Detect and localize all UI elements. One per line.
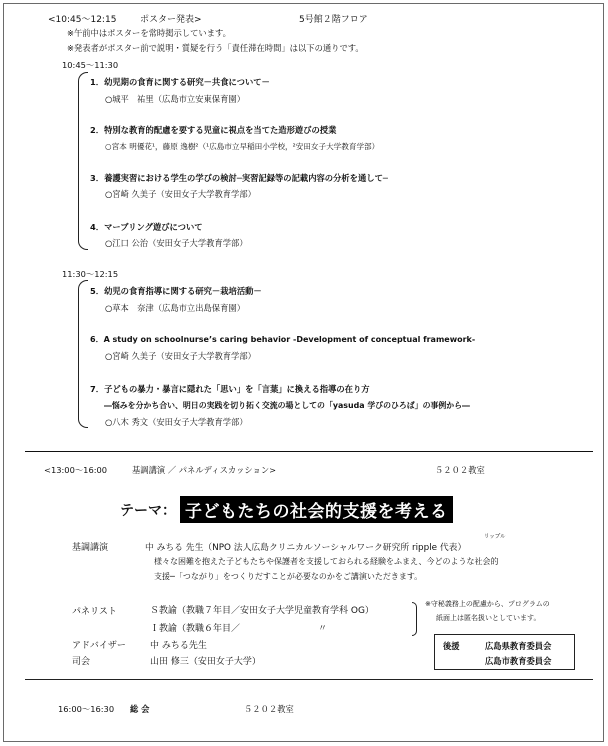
support-label: 後援: [443, 641, 460, 651]
closing-time: 16:00～16:30: [58, 704, 115, 714]
adviser-role: アドバイザー: [72, 641, 126, 651]
poster-item-7-title: 7．子どもの暴力・暴言に隠れた「思い」を「言葉」に換える指導の在り方: [90, 384, 370, 394]
poster-item-3-title: 3．養護実習における学生の学びの検討─実習記録等の記載内容の分析を通して─: [90, 173, 388, 183]
panelist-bracket: [412, 602, 417, 636]
poster-note-1: ※午前中はポスターを常時掲示しています。: [67, 28, 231, 38]
poster-item-3-author: ○宮崎 久美子（安田女子大学教育学部）: [105, 189, 256, 199]
theme-label: テーマ：: [120, 503, 176, 519]
moderator-name: 山田 修三（安田女子大学）: [150, 657, 261, 667]
ripple-ruby: リップル: [484, 534, 506, 540]
moderator-role: 司会: [72, 657, 91, 667]
poster-item-4-author: ○江口 公治（安田女子大学教育学部）: [105, 238, 248, 248]
keynote-speaker-desc-2: 支援─「つながり」をつくりだすことが必要なのかをご講演いただきます。: [154, 572, 423, 581]
poster-item-2-author: ○宮本 明優花¹，藤原 逸樹²（¹広島市立早稲田小学校，²安田女子大学教育学部）: [105, 142, 380, 151]
poster-item-5-author: ○草本 奈津（広島市立出島保育園）: [105, 303, 245, 313]
keynote-speaker-name: 中 みちる 先生（NPO 法人広島クリニカルソーシャルワーク研究所 ripple 代表）: [145, 543, 467, 553]
poster-item-1-title: 1．幼児期の食育に関する研究－共食について－: [90, 77, 270, 87]
support-2: 広島市教育委員会: [485, 656, 552, 666]
keynote-header-place: ５２０２教室: [435, 465, 485, 475]
poster-item-1-author: ○城平 祐里（広島市立安東保育園）: [105, 94, 245, 104]
support-1: 広島県教育委員会: [485, 641, 552, 651]
panelist-2: Ｉ教諭（教職６年目／: [150, 624, 241, 634]
closing-place: ５２０２教室: [244, 704, 294, 714]
keynote-header-time: <13:00～16:00: [44, 465, 108, 475]
poster-header-place: 5号館２階フロア: [299, 15, 368, 25]
poster-header-title: ポスター発表>: [140, 15, 202, 25]
poster-group1-brace: [78, 72, 88, 250]
adviser-name: 中 みちる先生: [150, 641, 207, 651]
theme-text: 子どもたちの社会的支援を考える: [180, 496, 453, 523]
poster-item-2-title: 2．特別な教育的配慮を要する児童に視点を当てた造形遊びの授業: [90, 125, 337, 135]
panelist-role: パネリスト: [72, 607, 117, 617]
poster-header-time: <10:45～12:15: [48, 15, 117, 25]
poster-item-6-author: ○宮崎 久美子（安田女子大学教育学部）: [105, 351, 256, 361]
poster-item-6-title: 6．A study on schoolnurse’s caring behavior -Development of conceptual framework-: [90, 335, 476, 344]
poster-group2-time: 11:30～12:15: [62, 269, 119, 279]
privacy-note-1: ※守秘義務上の配慮から、プログラムの: [425, 600, 550, 608]
panelist-2-ditto: 〃: [318, 624, 328, 634]
poster-note-2: ※発表者がポスター前で説明・質疑を行う「責任滞在時間」は以下の通りです。: [67, 43, 364, 53]
poster-item-7-subtitle: ―悩みを分かち合い、明日の実践を切り拓く交流の場としての「yasuda 学びのひろば」の事例から―: [104, 401, 470, 410]
keynote-header-title: 基調講演 ／ パネルディスカッション>: [132, 465, 277, 475]
poster-item-7-author: ○八木 秀文（安田女子大学教育学部）: [105, 417, 248, 427]
privacy-note-2: 紙面上は匿名扱いとしています。: [436, 614, 541, 622]
keynote-speaker-desc-1: 様々な困難を抱えた子どもたちや保護者を支援しておられる経験をふまえ、今どのような社会的: [154, 557, 499, 566]
panelist-1: Ｓ教諭（教職７年目／安田女子大学児童教育学科 OG）: [150, 606, 374, 616]
section-divider-2: [25, 679, 593, 680]
section-divider-1: [25, 451, 593, 452]
keynote-speaker-role: 基調講演: [72, 543, 109, 553]
poster-item-4-title: 4．マーブリング遊びについて: [90, 222, 203, 232]
poster-group2-brace: [78, 280, 88, 428]
closing-title: 総 会: [130, 704, 150, 714]
poster-group1-time: 10:45～11:30: [62, 60, 119, 70]
poster-item-5-title: 5．幼児の食育指導に関する研究－栽培活動－: [90, 286, 262, 296]
page-frame: [3, 3, 604, 742]
